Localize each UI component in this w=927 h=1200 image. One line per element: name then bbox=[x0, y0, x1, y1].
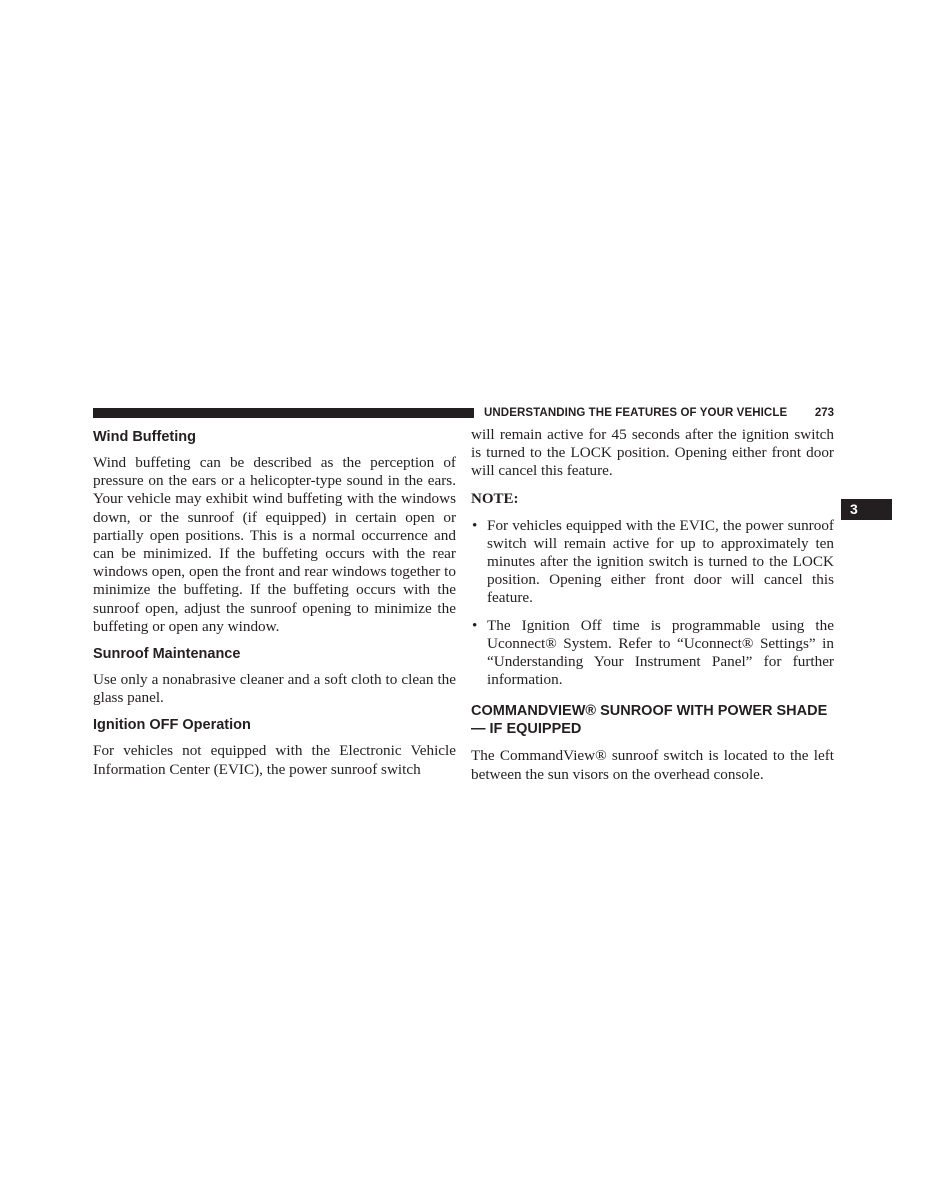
heading-sunroof-maintenance: Sunroof Maintenance bbox=[93, 646, 241, 663]
page-number: 273 bbox=[814, 407, 834, 419]
paragraph-commandview-sunroof: The CommandView® sunroof switch is located to the left between the sun visors on the overhead console. bbox=[471, 747, 834, 783]
heading-ignition-off-operation: Ignition OFF Operation bbox=[93, 717, 251, 734]
heading-commandview-sunroof: COMMANDVIEW® SUNROOF WITH POWER SHADE — IF EQUIPPED bbox=[471, 703, 828, 738]
paragraph-ignition-off-operation: For vehicles not equipped with the Electronic Vehicle Information Center (EVIC), the power sunroof switch bbox=[93, 742, 456, 778]
paragraph-sunroof-maintenance: Use only a nonabrasive cleaner and a soft cloth to clean the glass panel. bbox=[93, 671, 456, 707]
right-column bbox=[471, 426, 834, 784]
chapter-tab-number: 3 bbox=[850, 501, 858, 517]
list-item: • For vehicles equipped with the EVIC, the power sunroof switch will remain active for up to approximately ten minutes after the ignition switch is turned to the LOCK position. Opening either front door will cancel this feature. bbox=[471, 517, 834, 608]
note-label: NOTE: bbox=[471, 490, 519, 507]
chapter-tab[interactable] bbox=[841, 499, 892, 520]
running-header-title: UNDERSTANDING THE FEATURES OF YOUR VEHICLE bbox=[484, 407, 788, 419]
paragraph-continued: will remain active for 45 seconds after the ignition switch is turned to the LOCK position. Opening either front door will cancel this feature. bbox=[471, 426, 834, 480]
paragraph-wind-buffeting: Wind buffeting can be described as the perception of pressure on the ears or a helicopter-type sound in the ears. Your vehicle may exhibit wind buffeting with the windows down, or the sunroof (if equipped) in certain open or partially open positions. This is a normal occurrence and can be minimized. If the buffeting occurs with the rear windows open, open the front and rear windows together to minimize the buffeting. If the buffeting occurs with the sunroof open, adjust the sunroof opening to minimize the buffeting or open any window. bbox=[93, 454, 456, 635]
list-item: • The Ignition Off time is programmable using the Uconnect® System. Refer to “Uconnect® Settings” in “Understanding Your Instrument Panel” for further information. bbox=[471, 617, 834, 690]
note-list bbox=[471, 517, 834, 690]
heading-wind-buffeting: Wind Buffeting bbox=[93, 429, 196, 445]
left-column bbox=[93, 426, 456, 779]
header-rule bbox=[93, 408, 474, 418]
